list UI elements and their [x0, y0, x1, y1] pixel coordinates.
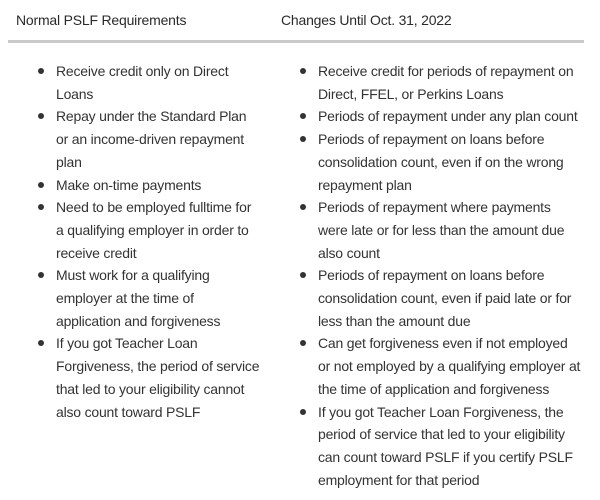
- list-item-text: Receive credit for periods of repayment on Direct, FFEL, or Perkins Loans: [318, 63, 574, 102]
- list-item-text: Periods of repayment where payments were late or for less than the amount due also count: [318, 199, 565, 261]
- list-item-text: Periods of repayment under any plan count: [318, 108, 578, 125]
- normal-requirements-header: Normal PSLF Requirements: [16, 12, 187, 28]
- bullet-icon: [300, 113, 306, 119]
- list-item: [30, 196, 262, 264]
- bullet-icon: [300, 136, 306, 142]
- header-divider: [8, 40, 584, 43]
- list-item-text: If you got Teacher Loan Forgiveness, the period of service that led to your eligibility cannot also count toward PSLF: [56, 335, 260, 420]
- bullet-icon: [300, 340, 306, 346]
- changes-list: [292, 60, 582, 491]
- bullet-icon: [38, 340, 44, 346]
- list-item: [30, 332, 262, 423]
- list-item-text: Make on-time payments: [56, 176, 202, 193]
- list-item: [30, 174, 262, 197]
- bullet-icon: [38, 204, 44, 210]
- list-item-text: Periods of repayment on loans before consolidation count, even if on the wrong repayment plan: [318, 131, 564, 193]
- list-item: [292, 128, 582, 196]
- changes-header: Changes Until Oct. 31, 2022: [281, 12, 452, 28]
- bullet-icon: [38, 113, 44, 119]
- list-item-text: If you got Teacher Loan Forgiveness, the period of service that led to your eligibility can count toward PSLF if you certify PSLF employment for that period: [318, 403, 573, 488]
- list-item: [30, 105, 262, 173]
- bullet-icon: [300, 409, 306, 415]
- list-item: [292, 105, 582, 128]
- list-item: [30, 60, 262, 105]
- list-item-text: Need to be employed fulltime for a qualifying employer in order to receive credit: [56, 199, 252, 261]
- list-item: [30, 264, 262, 332]
- list-item-text: Can get forgiveness even if not employed or not employed by a qualifying employer at the time of application and forgiveness: [318, 335, 581, 397]
- list-item-text: Must work for a qualifying employer at the time of application and forgiveness: [56, 267, 221, 329]
- bullet-icon: [300, 272, 306, 278]
- bullet-icon: [300, 204, 306, 210]
- list-item: [292, 264, 582, 332]
- list-item-text: Periods of repayment on loans before consolidation count, even if paid late or for less than the amount due: [318, 267, 572, 329]
- list-item: [292, 401, 582, 492]
- normal-requirements-list: [30, 60, 262, 423]
- list-item: [292, 332, 582, 400]
- list-item: [292, 60, 582, 105]
- bullet-icon: [38, 272, 44, 278]
- bullet-icon: [38, 68, 44, 74]
- list-item-text: Repay under the Standard Plan or an income-driven repayment plan: [56, 108, 247, 170]
- bullet-icon: [38, 182, 44, 188]
- table-header: [0, 0, 600, 40]
- list-item: [292, 196, 582, 264]
- bullet-icon: [300, 68, 306, 74]
- list-item-text: Receive credit only on Direct Loans: [56, 63, 229, 102]
